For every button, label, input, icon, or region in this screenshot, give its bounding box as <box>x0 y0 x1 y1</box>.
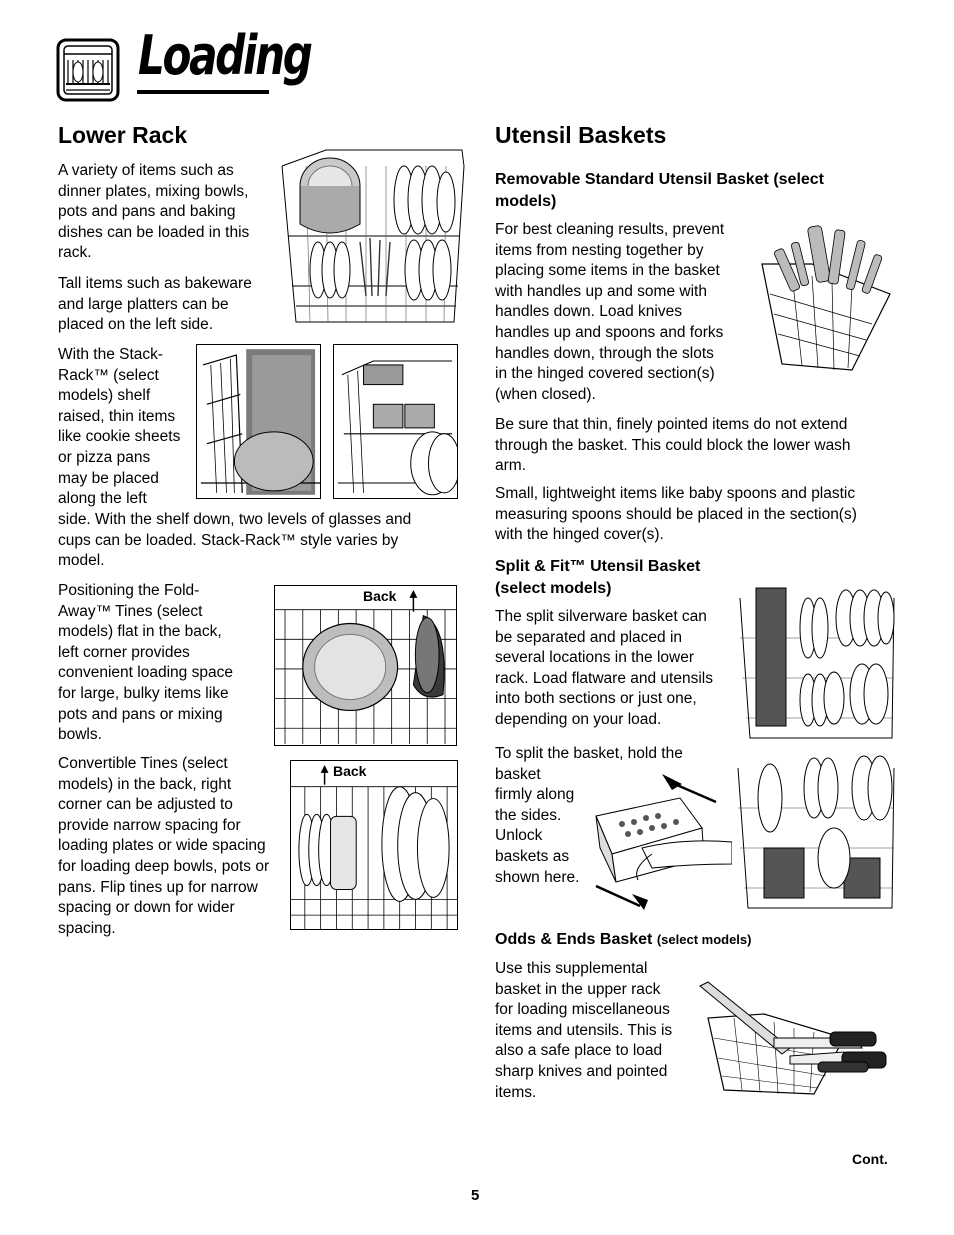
utensil-baskets-heading: Utensil Baskets <box>495 122 667 148</box>
lower-rack-heading: Lower Rack <box>58 122 188 148</box>
stack-rack-shelf-raised-figure <box>196 344 321 499</box>
standard-basket-heading: Removable Standard Utensil Basket (select models) <box>495 171 825 210</box>
standard-basket-paragraph-3: Small, lightweight items like baby spoons and plastic measuring spoons should be placed in the section(s) with the hinged cover(s). <box>495 485 857 544</box>
split-fit-basket-heading: Split & Fit™ Utensil Basket (select models) <box>495 558 701 597</box>
title-underline <box>137 90 269 94</box>
fold-away-tines-paragraph: Positioning the Fold- Away™ Tines (select models) flat in the back, left corner provides convenient loading space for large, bulky items like pots and pans or mixing bowls. <box>58 582 233 744</box>
split-basket-rack-figure-2 <box>734 748 896 914</box>
back-label: Back <box>333 763 367 779</box>
continued-label: Cont. <box>852 1151 888 1167</box>
standard-basket-paragraph-2: Be sure that thin, finely pointed items do not extend through the basket. This could block the lower wash arm. <box>495 416 851 475</box>
split-fit-paragraph-2: To split the basket, hold the basket firmly along the sides. Unlock baskets as shown here. <box>495 745 683 886</box>
standard-basket-paragraph-1: For best cleaning results, prevent items from nesting together by placing some items in the basket with handles up and some with handles down. Load knives handles up and spoons and forks handles down, through the slots in the hinged covered section(s) (when closed). <box>495 221 725 403</box>
stack-rack-paragraph: With the Stack- Rack™ (select models) shelf raised, thin items like cookie sheets or pizza pans may be placed along the left <box>58 346 181 508</box>
page-number: 5 <box>471 1187 480 1204</box>
odds-ends-heading-note: (select models) <box>656 932 752 947</box>
lower-rack-illustration <box>276 146 468 328</box>
split-fit-paragraph-1: The split silverware basket can be separated and placed in several locations in the lower rack. Load flatware and utensils into both sections or just one, depending on your load. <box>495 608 713 728</box>
convertible-tines-paragraph: Convertible Tines (select models) in the back, right corner can be adjusted to provide narrow spacing for loading plates or wide spacing for loading deep bowls, pots or pans. Flip tines up for narrow spacing or down for wider spacing. <box>58 755 270 937</box>
page-title: Loading <box>138 24 311 87</box>
convertible-tines-figure <box>290 760 458 930</box>
odds-ends-basket-illustration <box>694 978 894 1100</box>
utensil-basket-illustration <box>752 224 894 374</box>
split-basket-hands-figure <box>592 768 732 912</box>
lower-rack-paragraph-2: Tall items such as bakeware and large platters can be placed on the left side. <box>58 275 252 334</box>
fold-away-tines-figure <box>274 585 457 746</box>
dishwasher-icon <box>56 38 120 102</box>
lower-rack-paragraph-1: A variety of items such as dinner plates, mixing bowls, pots and pans and baking dishes can be loaded in this rack. <box>58 162 250 262</box>
back-label: Back <box>363 588 397 604</box>
stack-rack-shelf-down-figure <box>333 344 458 499</box>
odds-ends-paragraph: Use this supplemental basket in the upper rack for loading miscellaneous items and utensils. This is also a safe place to load sharp knives and pointed items. <box>495 960 673 1101</box>
stack-rack-paragraph-cont: side. With the shelf down, two levels of glasses and cups can be loaded. Stack-Rack™ style varies by model. <box>58 511 412 570</box>
odds-ends-heading: Odds & Ends Basket (select models) <box>495 931 752 948</box>
split-basket-rack-figure-1 <box>736 578 896 744</box>
